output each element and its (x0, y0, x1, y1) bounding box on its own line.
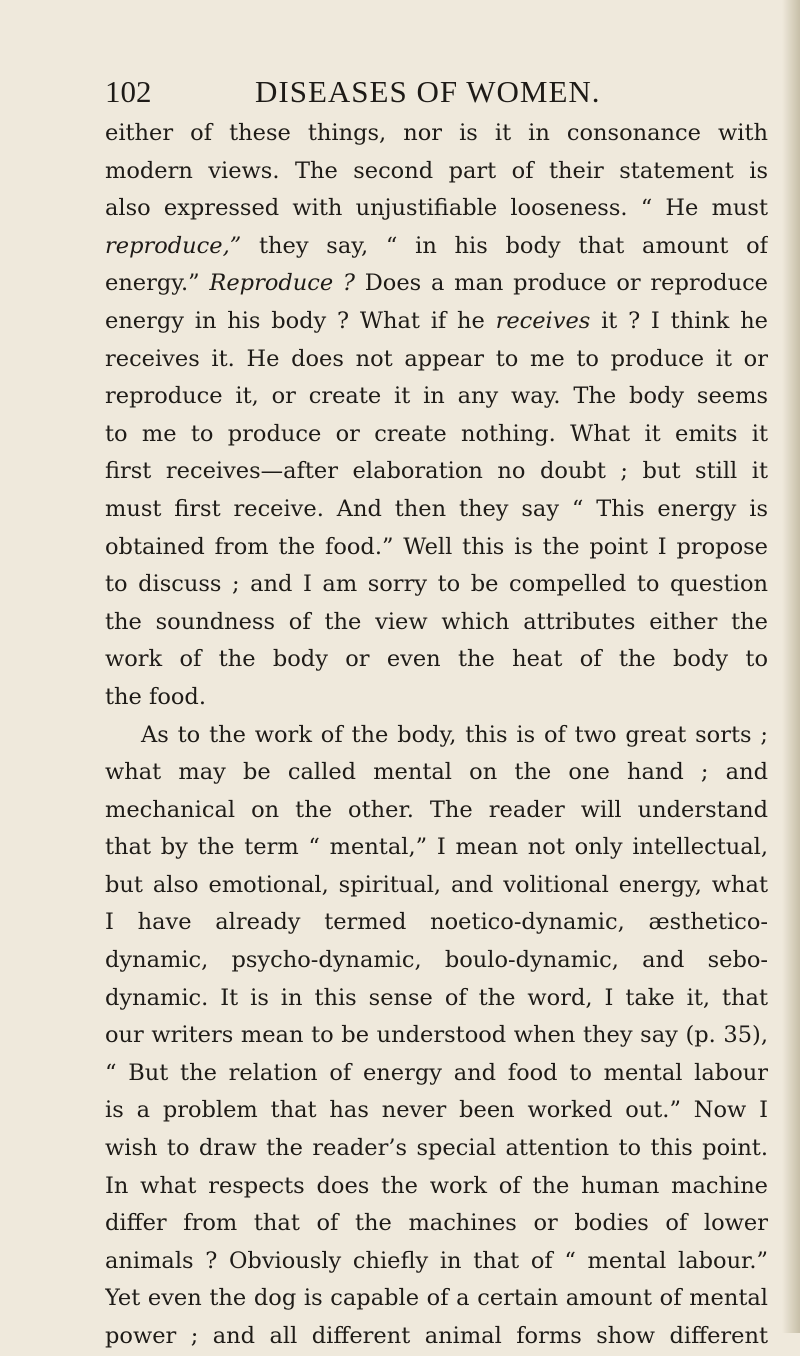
text-line: our writers mean to be understood when they say (p. 35), (105, 1022, 768, 1049)
text-line: modern views. The second part of their statement is (105, 157, 768, 184)
text-segment: energy in his body ? What if he (105, 307, 496, 334)
text-line (105, 265, 768, 303)
text-line: what may be called mental on the one hand ; and (105, 759, 768, 786)
running-head (105, 72, 765, 112)
text-line: also expressed with unjustifiable looseness. “ He must (105, 195, 768, 222)
text-line: is a problem that has never been worked out.” Now I (105, 1097, 768, 1124)
text-line (105, 228, 768, 266)
text-line: power ; and all different animal forms show different (105, 1323, 768, 1349)
text-line: “ But the relation of energy and food to mental labour (105, 1059, 768, 1086)
text-line: to discuss ; and I am sorry to be compelled to question (105, 571, 768, 598)
text-line (105, 303, 768, 341)
text-line: I have already termed noetico-dynamic, æsthetico- (105, 909, 768, 936)
text-line: mechanical on the other. The reader will understand (105, 796, 768, 823)
text-line: reproduce it, or create it in any way. The body seems (105, 383, 768, 410)
text-line: but also emotional, spiritual, and volitional energy, what (105, 871, 768, 898)
text-line: to me to produce or create nothing. What it emits it (105, 420, 768, 447)
text-line: dynamic, psycho-dynamic, boulo-dynamic, and sebo- (105, 947, 768, 974)
text-line: animals ? Obviously chiefly in that of “ mental labour.” (105, 1247, 768, 1274)
text-line: must first receive. And then they say “ This energy is (105, 495, 768, 522)
text-line: obtained from the food.” Well this is the point I propose (105, 533, 768, 560)
page-edge-shadow (782, 0, 800, 1333)
text-line: the food. (105, 683, 206, 710)
text-line: first receives—after elaboration no doubt ; but still it (105, 458, 768, 485)
text-line: that by the term “ mental,” I mean not only intellectual, (105, 834, 768, 861)
text-line: the soundness of the view which attributes either the (105, 608, 768, 635)
italic-phrase: reproduce,” (105, 232, 242, 259)
text-line: work of the body or even the heat of the body to (105, 646, 768, 673)
page-number: 102 (105, 74, 152, 109)
text-segment: they say, “ in his body that amount of (241, 232, 768, 259)
text-line: Yet even the dog is capable of a certain amount of mental (105, 1285, 768, 1312)
text-line: wish to draw the reader’s special attention to this point. (105, 1135, 768, 1162)
text-line: receives it. He does not appear to me to produce it or (105, 345, 768, 372)
text-line: dynamic. It is in this sense of the word, I take it, that (105, 984, 768, 1011)
text-segment: Does a man produce or reproduce (355, 270, 768, 297)
text-line: As to the work of the body, this is of two great sorts ; (141, 721, 768, 748)
text-segment: energy.” (105, 270, 210, 297)
text-line: differ from that of the machines or bodies of lower (105, 1210, 768, 1237)
body-text (105, 115, 768, 1356)
text-line: In what respects does the work of the human machine (105, 1172, 768, 1199)
text-line: either of these things, nor is it in consonance with (105, 120, 768, 146)
italic-phrase: Reproduce ? (209, 270, 355, 297)
text-segment: it ? I think he (590, 307, 768, 334)
italic-phrase: receives (495, 307, 591, 334)
running-title: DISEASES OF WOMEN. (255, 74, 601, 109)
